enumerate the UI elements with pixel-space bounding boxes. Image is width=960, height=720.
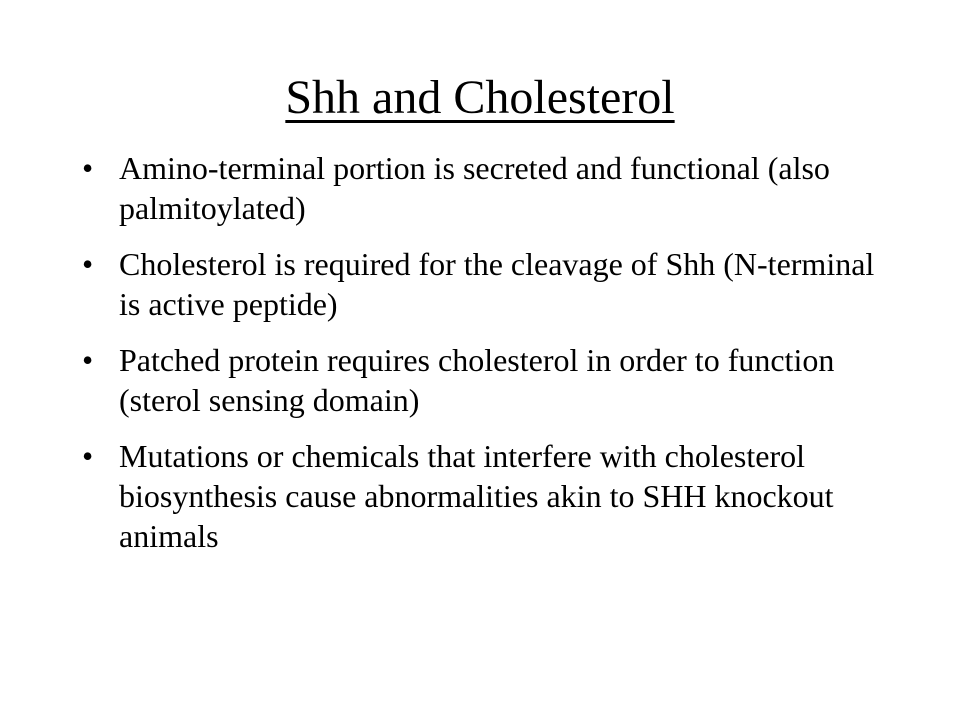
bullet-item [78,244,878,324]
bullet-text: Patched protein requires cholesterol in order to function (sterol sensing domain) [119,342,835,418]
bullet-icon: • [82,150,94,186]
bullet-icon: • [82,342,94,378]
bullet-text: Mutations or chemicals that interfere with cholesterol biosynthesis cause abnormalities akin to SHH knockout animals [119,438,834,554]
bullet-item [78,340,878,420]
bullet-text: Cholesterol is required for the cleavage of Shh (N-terminal is active peptide) [119,246,875,322]
bullet-item [78,148,878,228]
bullet-icon: • [82,246,94,282]
bullet-text: Amino-terminal portion is secreted and functional (also palmitoylated) [119,150,830,226]
bullet-item [78,436,878,556]
slide-title-text: Shh and Cholesterol [285,71,675,124]
slide-title [0,62,960,134]
bullet-list [78,148,878,572]
bullet-icon: • [82,438,94,474]
